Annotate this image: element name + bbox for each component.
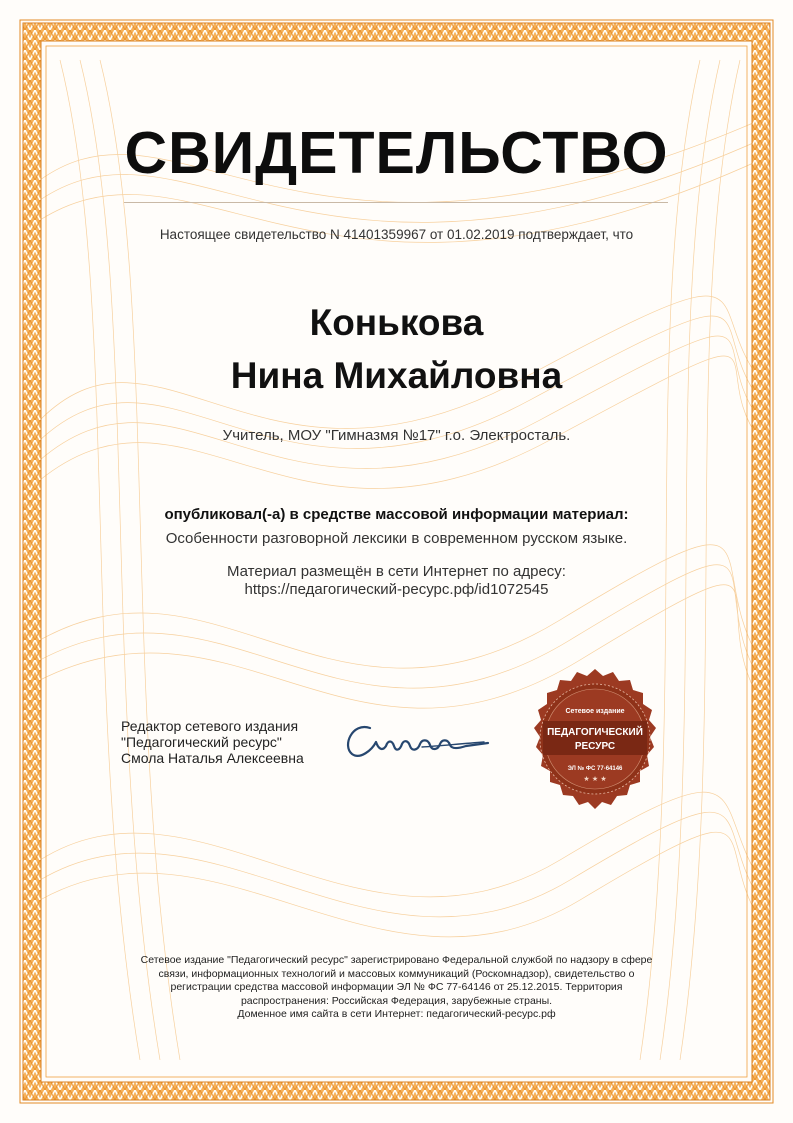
footer-line-2: связи, информационных технологий и массовых коммуникаций (Роскомнадзор), свидетельство о — [158, 967, 635, 980]
address-label: Материал размещён в сети Интернет по адресу: — [227, 563, 566, 580]
editor-signature — [338, 706, 498, 776]
title-divider — [124, 202, 668, 203]
seal-main-line2: РЕСУРС — [574, 741, 616, 752]
editor-block — [121, 718, 304, 766]
published-label: опубликовал(-а) в средстве массовой информации материал: — [164, 506, 629, 523]
footer-line-1: Сетевое издание "Педагогический ресурс" зарегистрировано Федеральной службой по надзору в сфере — [140, 954, 653, 966]
certificate-title: СВИДЕТЕЛЬСТВО — [124, 120, 669, 186]
recipient-given-names: Нина Михайловна — [230, 355, 563, 396]
material-title: Особенности разговорной лексики в современном русском языке. — [165, 530, 628, 547]
editor-publication: "Педагогический ресурс" — [121, 734, 282, 750]
seal-main-line1: ПЕДАГОГИЧЕСКИЙ — [547, 727, 643, 738]
recipient-surname: Конькова — [309, 302, 484, 343]
certificate-statement: Настоящее свидетельство N 41401359967 от 01.02.2019 подтверждает, что — [159, 227, 634, 242]
footer-line-3: регистрации средства массовой информации ЭЛ № ФС 77-64146 от 25.12.2015. Территория — [170, 981, 623, 993]
seal-stars: ★ ★ ★ — [583, 775, 607, 783]
footer-line-5: Доменное имя сайта в сети Интернет: педагогический-ресурс.рф — [237, 1008, 556, 1020]
footer-line-4: распространения: Российская Федерация, зарубежные страны. — [240, 994, 553, 1007]
recipient-position: Учитель, МОУ "Гимназмя №17" г.о. Электросталь. — [222, 427, 571, 444]
editor-title: Редактор сетевого издания — [121, 718, 299, 734]
seal-top-text: Сетевое издание — [565, 708, 625, 715]
seal-registration: ЭЛ № ФС 77-64146 — [567, 766, 623, 772]
publisher-seal — [519, 667, 671, 819]
editor-name: Смола Наталья Алексеевна — [121, 750, 304, 766]
address-url: https://педагогический-ресурс.рф/id1072545 — [244, 581, 549, 598]
registration-footer — [120, 954, 673, 1022]
